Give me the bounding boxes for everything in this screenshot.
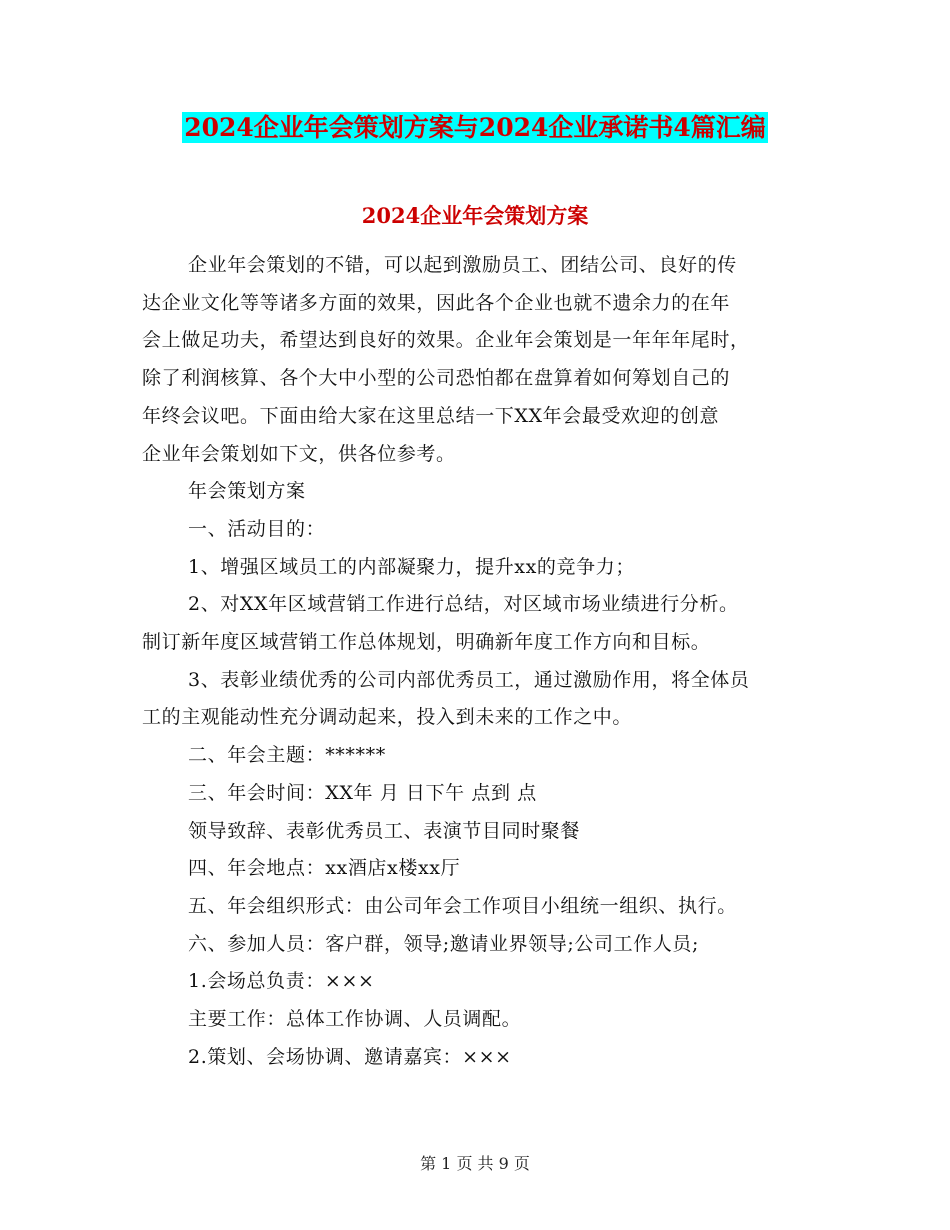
body-line: 五、年会组织形式：由公司年会工作项目小组统一组织、执行。 xyxy=(188,894,737,917)
body-line: 2.策划、会场协调、邀请嘉宾：××× xyxy=(188,1045,512,1068)
body-line: 制订新年度区域营销工作总体规划，明确新年度工作方向和目标。 xyxy=(142,631,711,654)
body-line: 年会策划方案 xyxy=(188,480,306,503)
page-footer: 第 1 页 共 9 页 xyxy=(420,1154,530,1173)
body-line: 年终会议吧。下面由给大家在这里总结一下XX年会最受欢迎的创意 xyxy=(142,404,720,427)
body-line: 会上做足功夫，希望达到良好的效果。企业年会策划是一年年年尾时， xyxy=(142,329,750,352)
body-line: 三、年会时间：XX年 月 日下午 点到 点 xyxy=(188,781,537,804)
body-line: 3、表彰业绩优秀的公司内部优秀员工，通过激励作用，将全体员 xyxy=(188,668,750,691)
body-line: 二、年会主题：****** xyxy=(188,744,386,767)
body-line: 主要工作：总体工作协调、人员调配。 xyxy=(188,1008,522,1031)
body-line: 工的主观能动性充分调动起来，投入到未来的工作之中。 xyxy=(142,706,633,729)
body-line: 一、活动目的： xyxy=(188,517,326,540)
document-body xyxy=(142,247,810,1076)
body-line: 达企业文化等等诸多方面的效果，因此各个企业也就不遗余力的在年 xyxy=(142,291,731,314)
document-title-text: 2024企业年会策划方案与2024企业承诺书4篇汇编 xyxy=(184,113,766,142)
body-line: 除了利润核算、各个大中小型的公司恐怕都在盘算着如何筹划自己的 xyxy=(142,367,731,390)
body-line: 四、年会地点：xx酒店x楼xx厅 xyxy=(188,857,461,880)
document-title xyxy=(0,108,950,148)
body-line: 2、对XX年区域营销工作进行总结，对区域市场业绩进行分析。 xyxy=(188,593,739,616)
body-line: 1、增强区域员工的内部凝聚力，提升xx的竞争力； xyxy=(188,555,635,578)
body-line: 企业年会策划的不错，可以起到激励员工、团结公司、良好的传 xyxy=(188,254,737,276)
body-line: 企业年会策划如下文，供各位参考。 xyxy=(142,442,456,465)
body-line: 领导致辞、表彰优秀员工、表演节目同时聚餐 xyxy=(188,819,581,842)
body-line: 六、参加人员：客户群，领导;邀请业界领导;公司工作人员; xyxy=(188,932,700,955)
body-line: 1.会场总负责：××× xyxy=(188,970,375,993)
section-title: 2024企业年会策划方案 xyxy=(361,203,589,228)
